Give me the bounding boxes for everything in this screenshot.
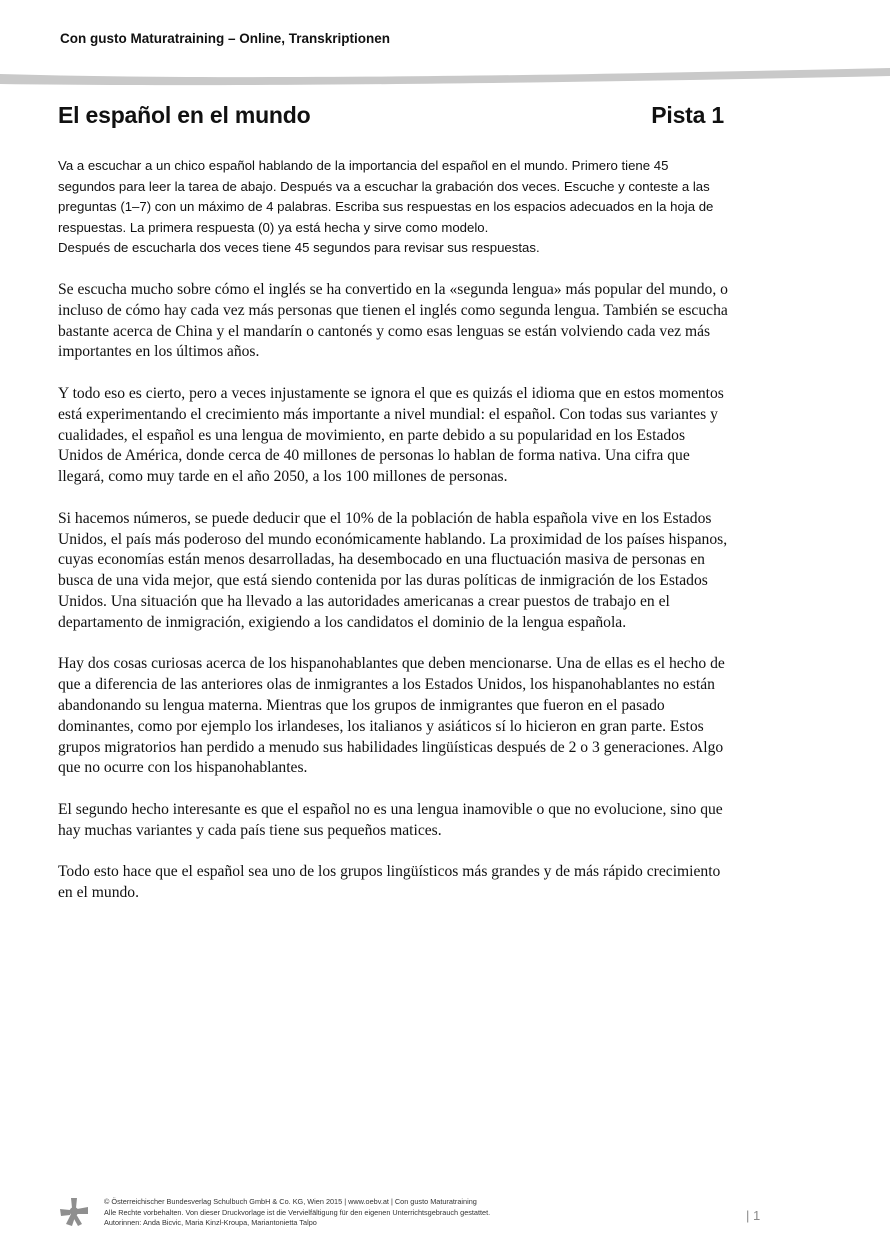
track-label: Pista 1 [651, 102, 724, 128]
page-title: El español en el mundo [58, 102, 311, 128]
footer-authors: Autorinnen: Anda Bicvic, Maria Kinzl-Kroupa, Mariantonietta Talpo [104, 1218, 317, 1228]
footer-credits [104, 1197, 490, 1229]
footer-copyright: © Österreichischer Bundesverlag Schulbuch GmbH & Co. KG, Wien 2015 | www.oebv.at | Con gusto Maturatraining [104, 1197, 477, 1206]
title-row [58, 102, 724, 129]
transcript-paragraph: Hay dos cosas curiosas acerca de los hispanohablantes que deben mencionarse. Una de ellas es el hecho de que a diferencia de las anteriores olas de inmigrantes a los Estados Unidos, los hispanohablantes no están abandonando su lengua materna. Mientras que los grupos de inmigrantes que fueron en el pasado dominantes, como por ejemplo los irlandeses, los italianos y asiáticos sí lo hicieron en gran parte. Estos grupos migratorios han perdido a menudo sus habilidades lingüísticas después de 2 o 3 generaciones. Algo que no ocurre con los hispanohablantes. [58, 655, 725, 777]
running-header: Con gusto Maturatraining – Online, Transkriptionen [60, 31, 391, 46]
instructions [58, 156, 728, 259]
oebv-star-logo-icon [58, 1196, 90, 1228]
transcript-paragraph: Se escucha mucho sobre cómo el inglés se ha convertido en la «segunda lengua» más popular del mundo, o incluso de cómo hay cada vez más personas que tienen el inglés como segunda lengua. También se escucha bastante acerca de China y el mandarín o cantonés y como esas lenguas se están volviendo cada vez más importantes en los últimos años. [58, 281, 728, 361]
instructions-paragraph: Va a escuchar a un chico español hablando de la importancia del español en el mundo. Primero tiene 45 segundos para leer la tarea de abajo. Después va a escuchar la grabación dos veces. Escuche y conteste a las preguntas (1–7) con un máximo de 4 palabras. Escriba sus respuestas en los espacios adecuados en la hoja de respuestas. La primera respuesta (0) ya está hecha y sirve como modelo. [58, 158, 714, 235]
footer-rights: Alle Rechte vorbehalten. Von dieser Druckvorlage ist die Vervielfältigung für den eigenen Unterrichtsgebrauch gestattet. [104, 1207, 491, 1217]
transcript-paragraph: Si hacemos números, se puede deducir que el 10% de la población de habla española vive en los Estados Unidos, el país más poderoso del mundo económicamente hablando. La proximidad de los países hispanos, cuyas economías están menos desarrolladas, ha desembocado en una fluctuación masiva de personas en busca de una vida mejor, que está siendo contenida por las duras políticas de inmigración de los Estados Unidos. Una situación que ha llevado a las autoridades americanas a crear puestos de trabajo en el departamento de inmigración, exigiendo a los candidatos el dominio de la lengua española. [58, 509, 728, 631]
transcript-paragraph: Todo esto hace que el español sea uno de los grupos lingüísticos más grandes y de más rápido crecimiento en el mundo. [58, 863, 721, 902]
transcript [58, 280, 730, 925]
transcript-paragraph: El segundo hecho interesante es que el español no es una lengua inamovible o que no evolucione, sino que hay muchas variantes y cada país tiene sus pequeños matices. [58, 800, 723, 839]
page-number: | 1 [746, 1208, 761, 1223]
header-swoosh-shape [0, 68, 890, 85]
instructions-paragraph: Después de escucharla dos veces tiene 45 segundos para revisar sus respuestas. [58, 240, 540, 256]
transcript-paragraph: Y todo eso es cierto, pero a veces injustamente se ignora el que es quizás el idioma que en estos momentos está experimentando el crecimiento más importante a nivel mundial: el español. Con todas sus variantes y cualidades, el español es una lengua de movimiento, en parte debido a su popularidad en los Estados Unidos de América, donde cerca de 40 millones de personas lo hablan de forma nativa. Una cifra que llegará, como muy tarde en el año 2050, a los 100 millones de personas. [58, 384, 724, 486]
header-swoosh-band [0, 64, 890, 94]
